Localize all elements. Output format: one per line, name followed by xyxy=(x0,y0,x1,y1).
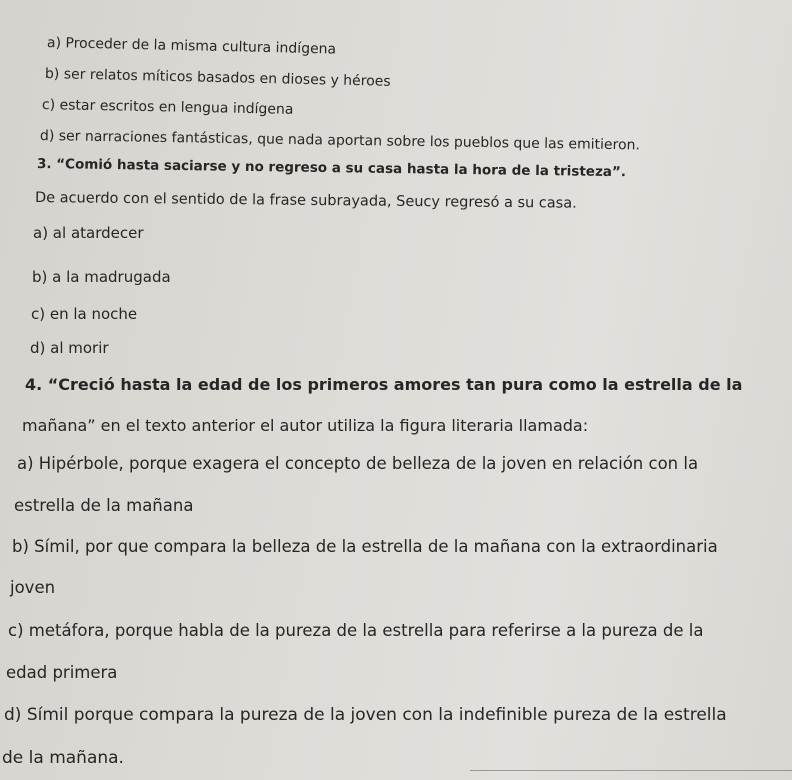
question-3-option-d: d) al morir xyxy=(30,339,109,357)
question-4-option-a-line1: a) Hipérbole, porque exagera el concepto de belleza de la joven en relación con la xyxy=(17,454,699,473)
question-4-option-b-line1: b) Símil, por que compara la belleza de la estrella de la mañana con la extraordinaria xyxy=(12,537,718,556)
question-3-option-a: a) al atardecer xyxy=(33,224,144,242)
question-3-option-c: c) en la noche xyxy=(31,305,138,323)
question-4-option-c-line2: edad primera xyxy=(6,663,118,682)
prev-option-b: b) ser relatos míticos basados en dioses y héroes xyxy=(44,66,391,90)
question-4-option-c-line1: c) metáfora, porque habla de la pureza de la estrella para referirse a la pureza de la xyxy=(8,621,704,640)
question-4-title-line1: 4. “Creció hasta la edad de los primeros amores tan pura como la estrella de la xyxy=(25,375,743,394)
bottom-rule xyxy=(470,770,792,771)
question-4-option-d-line2: de la mañana. xyxy=(2,748,124,768)
question-4-title-line2: mañana” en el texto anterior el autor utiliza la figura literaria llamada: xyxy=(22,416,589,435)
prev-option-a: a) Proceder de la misma cultura indígena xyxy=(46,35,337,58)
question-3-title: 3. “Comió hasta saciarse y no regreso a su casa hasta la hora de la tristeza”. xyxy=(36,156,627,181)
prev-option-d: d) ser narraciones fantásticas, que nada aportan sobre los pueblos que las emitieron. xyxy=(39,128,641,154)
question-3-option-b: b) a la madrugada xyxy=(32,268,171,286)
prev-option-c: c) estar escritos en lengua indígena xyxy=(41,97,294,118)
question-4-option-a-line2: estrella de la mañana xyxy=(14,496,194,515)
question-4-option-b-line2: joven xyxy=(10,578,56,597)
question-4-option-d-line1: d) Símil porque compara la pureza de la joven con la indefinible pureza de la estrella xyxy=(4,705,727,725)
question-3-prompt: De acuerdo con el sentido de la frase subrayada, Seucy regresó a su casa. xyxy=(34,190,577,212)
